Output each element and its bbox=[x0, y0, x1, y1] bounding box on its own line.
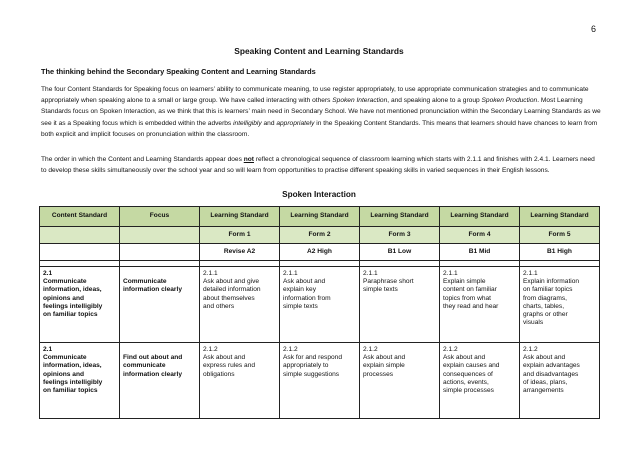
learning-standard-cell bbox=[360, 343, 440, 419]
intro-paragraph bbox=[41, 84, 601, 140]
standard-line: appropriately to bbox=[283, 362, 329, 370]
level-5: B1 High bbox=[520, 244, 600, 261]
learning-standard-cell bbox=[520, 343, 600, 419]
standard-line: actions, events, bbox=[443, 378, 489, 386]
standard-line: simple processes bbox=[443, 387, 494, 395]
standard-code: 2.1.2 bbox=[363, 346, 378, 353]
content-line: on familiar topics bbox=[43, 387, 98, 395]
standard-line: explain advantages bbox=[523, 362, 580, 370]
focus-cell bbox=[120, 267, 200, 343]
standard-line: on familiar topics bbox=[523, 286, 573, 294]
table-row bbox=[40, 343, 600, 419]
form-1: Form 1 bbox=[200, 227, 280, 244]
table-header-row bbox=[40, 207, 600, 227]
standard-code: 2.1.1 bbox=[283, 270, 298, 277]
focus-cell bbox=[120, 343, 200, 419]
content-line: feelings intelligibly bbox=[43, 302, 103, 310]
focus-line: Communicate bbox=[123, 278, 167, 286]
para1-em-1: Spoken Interaction bbox=[332, 97, 388, 105]
content-standard-cell bbox=[40, 267, 120, 343]
standard-line: Ask about and bbox=[283, 278, 326, 286]
standard-line: Paraphrase short bbox=[363, 278, 414, 286]
standard-line: obligations bbox=[203, 370, 235, 378]
para2-text-1: The order in which the Content and Learning Standards appear does bbox=[41, 156, 244, 163]
learning-standard-cell bbox=[520, 267, 600, 343]
standard-code: 2.1.1 bbox=[203, 270, 218, 277]
standard-line: Ask about and give bbox=[203, 278, 260, 286]
standard-line: content on familiar bbox=[443, 286, 497, 294]
focus-line: information clearly bbox=[123, 286, 182, 294]
standard-line: from diagrams, bbox=[523, 294, 567, 302]
para1-em-4: appropriately bbox=[276, 119, 315, 127]
level-1: Revise A2 bbox=[200, 244, 280, 261]
header-focus: Focus bbox=[120, 207, 200, 227]
para2-text-2: reflect a chronological sequence of classroom learning which starts with 2.1.1 and finishes with 2.4.1. Learners need to develop these skills simultaneously over the school year and so will learn from opportunities to practise different speaking skills in varied sequences in their English lessons. bbox=[41, 156, 595, 175]
section-subtitle: The thinking behind the Secondary Speaking Content and Learning Standards bbox=[41, 67, 316, 76]
learning-standard-cell bbox=[440, 343, 520, 419]
form-empty-1 bbox=[40, 227, 120, 244]
level-3: B1 Low bbox=[360, 244, 440, 261]
level-empty-1 bbox=[40, 244, 120, 261]
standard-line: visuals bbox=[523, 319, 544, 327]
level-4: B1 Mid bbox=[440, 244, 520, 261]
learning-standard-cell bbox=[280, 267, 360, 343]
content-line: opinions and bbox=[43, 370, 85, 378]
header-learning-standard-5: Learning Standard bbox=[520, 207, 600, 227]
standard-line: simple texts bbox=[363, 286, 398, 294]
standard-code: 2.1.1 bbox=[443, 270, 458, 277]
standard-line: consequences of bbox=[443, 370, 493, 378]
header-learning-standard-3: Learning Standard bbox=[360, 207, 440, 227]
content-standard-cell bbox=[40, 343, 120, 419]
standard-code: 2.1.2 bbox=[203, 346, 218, 353]
standard-line: charts, tables, bbox=[523, 302, 565, 310]
standard-line: topics from what bbox=[443, 294, 492, 302]
content-line: information, ideas, bbox=[43, 286, 102, 294]
focus-line bbox=[123, 270, 196, 278]
standard-line: simple texts bbox=[283, 302, 318, 310]
content-code: 2.1 bbox=[43, 270, 53, 277]
standard-line: Explain simple bbox=[443, 278, 486, 286]
header-learning-standard-4: Learning Standard bbox=[440, 207, 520, 227]
level-empty-2 bbox=[120, 244, 200, 261]
para1-em-3: intelligibly bbox=[233, 119, 262, 127]
standard-code: 2.1.1 bbox=[523, 270, 538, 277]
level-row bbox=[40, 244, 600, 261]
standard-line: and others bbox=[203, 302, 235, 310]
learning-standard-cell bbox=[280, 343, 360, 419]
standard-line: Ask for and respond bbox=[283, 354, 343, 362]
standard-line: processes bbox=[363, 370, 394, 378]
header-learning-standard-2: Learning Standard bbox=[280, 207, 360, 227]
para1-text-4: and bbox=[261, 119, 277, 127]
form-3: Form 3 bbox=[360, 227, 440, 244]
learning-standard-cell bbox=[440, 267, 520, 343]
content-line: Communicate bbox=[43, 278, 87, 286]
level-2: A2 High bbox=[280, 244, 360, 261]
focus-line: information clearly bbox=[123, 370, 182, 378]
standard-line: explain key bbox=[283, 286, 316, 294]
page-number: 6 bbox=[590, 24, 596, 34]
focus-line bbox=[123, 346, 196, 354]
header-content-standard: Content Standard bbox=[40, 207, 120, 227]
content-line: on familiar topics bbox=[43, 311, 98, 319]
standard-code: 2.1.1 bbox=[363, 270, 378, 277]
form-empty-2 bbox=[120, 227, 200, 244]
standard-line: simple suggestions bbox=[283, 370, 340, 378]
standard-line: explain causes and bbox=[443, 362, 500, 370]
content-code: 2.1 bbox=[43, 346, 53, 353]
focus-line: communicate bbox=[123, 362, 166, 370]
content-line: feelings intelligibly bbox=[43, 378, 103, 386]
para1-text-5: in the Speaking Content Standards. This means that learners should have chances to learn from both explicit and implicit focuses on pronunciation within the classroom. bbox=[41, 119, 598, 138]
content-line: opinions and bbox=[43, 294, 85, 302]
form-4: Form 4 bbox=[440, 227, 520, 244]
standard-line: Ask about and bbox=[523, 354, 566, 362]
standard-line: Explain information bbox=[523, 278, 580, 286]
standard-line: detailed information bbox=[203, 286, 261, 294]
standard-line: explain simple bbox=[363, 362, 405, 370]
content-line: Communicate bbox=[43, 354, 87, 362]
para1-text-1: The four Content Standards for Speaking focus on learners’ ability to communicate meaning, to use register appropriately, to use appropriate communication strategies and to communicate appropriately when speaking alone to a small or large group. We have called interacting with others bbox=[41, 86, 589, 105]
learning-standard-cell bbox=[360, 267, 440, 343]
focus-line: Find out about and bbox=[123, 354, 183, 362]
standard-line: and disadvantages bbox=[523, 370, 579, 378]
standards-table bbox=[39, 206, 600, 419]
learning-standard-cell bbox=[200, 343, 280, 419]
form-2: Form 2 bbox=[280, 227, 360, 244]
standard-code: 2.1.2 bbox=[523, 346, 538, 353]
standard-line: Ask about and bbox=[203, 354, 246, 362]
standard-line: graphs or other bbox=[523, 311, 568, 319]
para1-text-3: . Most Learning Standards focus on Spoken Interaction, as we think that this is learners’ main need in Secondary School. We have not mentioned pronunciation within the Secondary Learning Standards as we see it as a Speaking focus which is embedded within the adverbs bbox=[41, 97, 601, 127]
standard-line: Ask about and bbox=[443, 354, 486, 362]
standard-code: 2.1.2 bbox=[443, 346, 458, 353]
content-line: information, ideas, bbox=[43, 362, 102, 370]
table-row bbox=[40, 267, 600, 343]
para1-em-2: Spoken Production bbox=[481, 97, 538, 105]
order-paragraph bbox=[41, 154, 601, 176]
standard-line: information from bbox=[283, 294, 331, 302]
standard-line: arrangements bbox=[523, 387, 564, 395]
standard-code: 2.1.2 bbox=[283, 346, 298, 353]
form-row bbox=[40, 227, 600, 244]
standard-line: of ideas, plans, bbox=[523, 378, 568, 386]
learning-standard-cell bbox=[200, 267, 280, 343]
page-title: Speaking Content and Learning Standards bbox=[234, 46, 404, 56]
standard-line: Ask about and bbox=[363, 354, 406, 362]
header-learning-standard-1: Learning Standard bbox=[200, 207, 280, 227]
form-5: Form 5 bbox=[520, 227, 600, 244]
standard-line: about themselves bbox=[203, 294, 255, 302]
spoken-interaction-heading: Spoken Interaction bbox=[282, 190, 356, 199]
standard-line: they read and hear bbox=[443, 302, 499, 310]
para1-text-2: , and speaking alone to a group bbox=[387, 97, 482, 105]
para2-underline: not bbox=[243, 156, 254, 163]
standard-line: express rules and bbox=[203, 362, 256, 370]
